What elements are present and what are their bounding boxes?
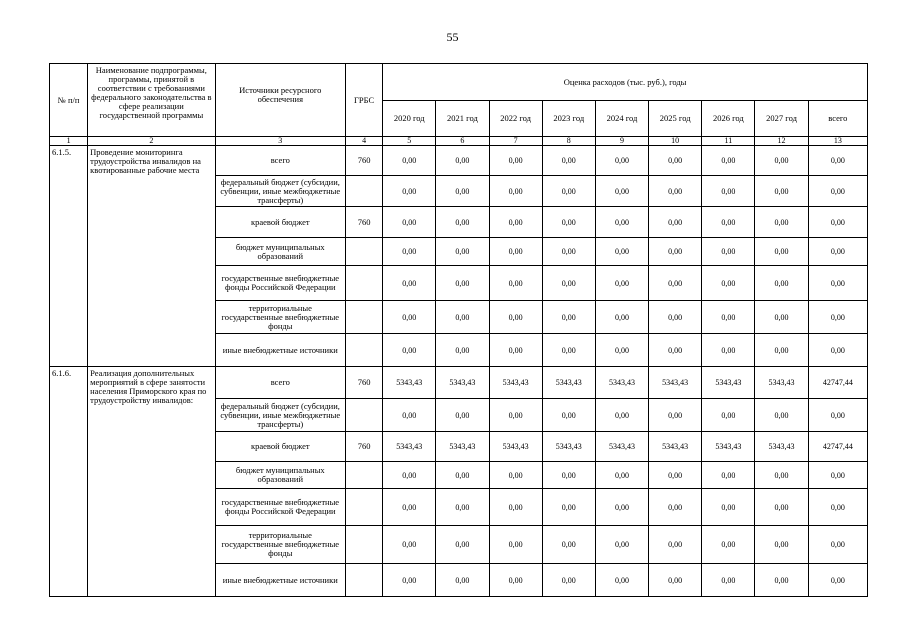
year-value: 0,00 xyxy=(702,301,755,334)
year-value: 0,00 xyxy=(489,489,542,526)
year-value: 0,00 xyxy=(755,176,808,207)
grbs-code xyxy=(346,489,383,526)
measure-name: Проведение мониторинга трудоустройства инвалидов на квотированные рабочие места xyxy=(88,146,215,367)
total-value: 0,00 xyxy=(808,489,867,526)
year-value: 0,00 xyxy=(542,564,595,597)
header-year: 2027 год xyxy=(755,101,808,137)
year-value: 0,00 xyxy=(436,489,489,526)
year-value: 5343,43 xyxy=(489,432,542,462)
grbs-code xyxy=(346,238,383,266)
year-value: 0,00 xyxy=(595,301,648,334)
year-value: 0,00 xyxy=(649,462,702,489)
year-value: 0,00 xyxy=(755,564,808,597)
year-value: 0,00 xyxy=(649,334,702,367)
year-value: 0,00 xyxy=(649,176,702,207)
year-value: 0,00 xyxy=(489,399,542,432)
year-value: 0,00 xyxy=(542,207,595,238)
year-value: 0,00 xyxy=(755,334,808,367)
header-num: № п/п xyxy=(50,64,88,137)
funding-source: федеральный бюджет (субсидии, субвенции, иные межбюджетные трансферты) xyxy=(215,176,345,207)
column-index: 6 xyxy=(436,137,489,146)
year-value: 0,00 xyxy=(702,176,755,207)
year-value: 0,00 xyxy=(542,266,595,301)
year-value: 0,00 xyxy=(383,207,436,238)
year-value: 0,00 xyxy=(489,334,542,367)
funding-source: всего xyxy=(215,367,345,399)
column-index: 11 xyxy=(702,137,755,146)
total-value: 0,00 xyxy=(808,266,867,301)
year-value: 0,00 xyxy=(436,176,489,207)
year-value: 0,00 xyxy=(383,146,436,176)
page-number: 55 xyxy=(446,30,459,44)
total-value: 0,00 xyxy=(808,207,867,238)
year-value: 0,00 xyxy=(383,462,436,489)
total-value: 0,00 xyxy=(808,301,867,334)
year-value: 0,00 xyxy=(702,146,755,176)
year-value: 0,00 xyxy=(755,207,808,238)
year-value: 0,00 xyxy=(542,146,595,176)
year-value: 0,00 xyxy=(702,564,755,597)
header-year: 2024 год xyxy=(595,101,648,137)
year-value: 0,00 xyxy=(702,207,755,238)
year-value: 5343,43 xyxy=(383,367,436,399)
funding-source: государственные внебюджетные фонды Российской Федерации xyxy=(215,266,345,301)
total-value: 0,00 xyxy=(808,146,867,176)
grbs-code xyxy=(346,176,383,207)
year-value: 0,00 xyxy=(436,301,489,334)
total-value: 0,00 xyxy=(808,526,867,564)
year-value: 0,00 xyxy=(702,266,755,301)
year-value: 0,00 xyxy=(755,399,808,432)
year-value: 0,00 xyxy=(649,146,702,176)
funding-source: всего xyxy=(215,146,345,176)
table-body xyxy=(50,146,868,597)
total-value: 0,00 xyxy=(808,334,867,367)
year-value: 5343,43 xyxy=(702,367,755,399)
year-value: 0,00 xyxy=(542,489,595,526)
year-value: 0,00 xyxy=(755,462,808,489)
year-value: 0,00 xyxy=(649,399,702,432)
year-value: 0,00 xyxy=(755,146,808,176)
year-value: 0,00 xyxy=(702,334,755,367)
table-row xyxy=(50,146,868,176)
column-index: 4 xyxy=(346,137,383,146)
grbs-code xyxy=(346,266,383,301)
measure-name: Реализация дополнительных мероприятий в сфере занятости населения Приморского края по трудоустройству инвалидов: xyxy=(88,367,215,597)
year-value: 0,00 xyxy=(755,238,808,266)
year-value: 0,00 xyxy=(542,238,595,266)
year-value: 0,00 xyxy=(436,526,489,564)
year-value: 0,00 xyxy=(595,207,648,238)
grbs-code xyxy=(346,334,383,367)
year-value: 0,00 xyxy=(383,526,436,564)
header-year: 2020 год xyxy=(383,101,436,137)
header-year: 2022 год xyxy=(489,101,542,137)
total-value: 0,00 xyxy=(808,462,867,489)
column-index: 13 xyxy=(808,137,867,146)
column-index: 7 xyxy=(489,137,542,146)
year-value: 0,00 xyxy=(702,489,755,526)
year-value: 0,00 xyxy=(595,238,648,266)
year-value: 5343,43 xyxy=(383,432,436,462)
funding-source: краевой бюджет xyxy=(215,432,345,462)
total-value: 42747,44 xyxy=(808,432,867,462)
column-index: 3 xyxy=(215,137,345,146)
year-value: 0,00 xyxy=(489,462,542,489)
total-value: 0,00 xyxy=(808,564,867,597)
year-value: 0,00 xyxy=(595,526,648,564)
year-value: 0,00 xyxy=(489,146,542,176)
grbs-code: 760 xyxy=(346,207,383,238)
grbs-code xyxy=(346,564,383,597)
header-grbs: ГРБС xyxy=(346,64,383,137)
year-value: 0,00 xyxy=(542,301,595,334)
column-index: 5 xyxy=(383,137,436,146)
year-value: 0,00 xyxy=(755,526,808,564)
year-value: 5343,43 xyxy=(755,367,808,399)
year-value: 0,00 xyxy=(383,176,436,207)
row-number: 6.1.6. xyxy=(50,367,88,597)
year-value: 0,00 xyxy=(383,301,436,334)
year-value: 0,00 xyxy=(649,207,702,238)
funding-source: территориальные государственные внебюджетные фонды xyxy=(215,526,345,564)
year-value: 5343,43 xyxy=(436,367,489,399)
year-value: 0,00 xyxy=(436,146,489,176)
year-value: 0,00 xyxy=(489,526,542,564)
year-value: 0,00 xyxy=(383,334,436,367)
year-value: 0,00 xyxy=(595,399,648,432)
budget-table xyxy=(49,63,868,597)
header-year: 2026 год xyxy=(702,101,755,137)
funding-source: иные внебюджетные источники xyxy=(215,564,345,597)
year-value: 0,00 xyxy=(383,399,436,432)
year-value: 5343,43 xyxy=(436,432,489,462)
year-value: 0,00 xyxy=(489,266,542,301)
year-value: 0,00 xyxy=(595,146,648,176)
year-value: 5343,43 xyxy=(595,367,648,399)
header-sources: Источники ресурсного обеспечения xyxy=(215,64,345,137)
year-value: 0,00 xyxy=(542,176,595,207)
year-value: 0,00 xyxy=(542,462,595,489)
year-value: 0,00 xyxy=(595,176,648,207)
grbs-code: 760 xyxy=(346,432,383,462)
year-value: 0,00 xyxy=(755,301,808,334)
column-index: 12 xyxy=(755,137,808,146)
year-value: 0,00 xyxy=(489,564,542,597)
year-value: 0,00 xyxy=(702,462,755,489)
column-index: 9 xyxy=(595,137,648,146)
column-index: 1 xyxy=(50,137,88,146)
year-value: 0,00 xyxy=(702,238,755,266)
year-value: 0,00 xyxy=(595,489,648,526)
year-value: 5343,43 xyxy=(649,432,702,462)
year-value: 0,00 xyxy=(649,526,702,564)
funding-source: краевой бюджет xyxy=(215,207,345,238)
year-value: 0,00 xyxy=(383,238,436,266)
total-value: 0,00 xyxy=(808,399,867,432)
year-value: 0,00 xyxy=(436,207,489,238)
year-value: 0,00 xyxy=(383,489,436,526)
grbs-code: 760 xyxy=(346,146,383,176)
header-estimate: Оценка расходов (тыс. руб.), годы xyxy=(383,64,868,101)
year-value: 0,00 xyxy=(755,489,808,526)
year-value: 0,00 xyxy=(649,489,702,526)
year-value: 5343,43 xyxy=(702,432,755,462)
year-value: 0,00 xyxy=(436,238,489,266)
grbs-code xyxy=(346,399,383,432)
total-value: 42747,44 xyxy=(808,367,867,399)
column-index: 2 xyxy=(88,137,215,146)
year-value: 0,00 xyxy=(489,238,542,266)
year-value: 5343,43 xyxy=(649,367,702,399)
year-value: 0,00 xyxy=(595,266,648,301)
grbs-code xyxy=(346,301,383,334)
year-value: 0,00 xyxy=(702,526,755,564)
funding-source: бюджет муниципальных образований xyxy=(215,462,345,489)
year-value: 0,00 xyxy=(436,266,489,301)
total-value: 0,00 xyxy=(808,176,867,207)
year-value: 0,00 xyxy=(649,301,702,334)
funding-source: бюджет муниципальных образований xyxy=(215,238,345,266)
funding-source: государственные внебюджетные фонды Российской Федерации xyxy=(215,489,345,526)
header-name: Наименование подпрограммы, программы, принятой в соответствии с требованиями федерального законодательства в сфере реализации государственной программы xyxy=(88,64,215,137)
header-year: 2025 год xyxy=(649,101,702,137)
year-value: 0,00 xyxy=(755,266,808,301)
year-value: 0,00 xyxy=(436,462,489,489)
year-value: 0,00 xyxy=(489,176,542,207)
year-value: 0,00 xyxy=(595,334,648,367)
year-value: 0,00 xyxy=(383,266,436,301)
funding-source: иные внебюджетные источники xyxy=(215,334,345,367)
grbs-code xyxy=(346,526,383,564)
header-year: 2021 год xyxy=(436,101,489,137)
year-value: 0,00 xyxy=(702,399,755,432)
funding-source: территориальные государственные внебюджетные фонды xyxy=(215,301,345,334)
year-value: 0,00 xyxy=(489,207,542,238)
year-value: 0,00 xyxy=(436,399,489,432)
year-value: 0,00 xyxy=(649,564,702,597)
year-value: 0,00 xyxy=(595,564,648,597)
year-value: 0,00 xyxy=(542,399,595,432)
grbs-code: 760 xyxy=(346,367,383,399)
total-value: 0,00 xyxy=(808,238,867,266)
year-value: 0,00 xyxy=(436,564,489,597)
year-value: 0,00 xyxy=(436,334,489,367)
year-value: 0,00 xyxy=(649,266,702,301)
year-value: 0,00 xyxy=(383,564,436,597)
grbs-code xyxy=(346,462,383,489)
row-number: 6.1.5. xyxy=(50,146,88,367)
year-value: 0,00 xyxy=(542,334,595,367)
table-row xyxy=(50,367,868,399)
year-value: 5343,43 xyxy=(542,432,595,462)
year-value: 0,00 xyxy=(595,462,648,489)
column-index: 10 xyxy=(649,137,702,146)
column-index: 8 xyxy=(542,137,595,146)
year-value: 5343,43 xyxy=(542,367,595,399)
funding-source: федеральный бюджет (субсидии, субвенции, иные межбюджетные трансферты) xyxy=(215,399,345,432)
year-value: 0,00 xyxy=(489,301,542,334)
year-value: 5343,43 xyxy=(595,432,648,462)
year-value: 0,00 xyxy=(542,526,595,564)
year-value: 5343,43 xyxy=(755,432,808,462)
header-total: всего xyxy=(808,101,867,137)
header-year: 2023 год xyxy=(542,101,595,137)
year-value: 0,00 xyxy=(649,238,702,266)
year-value: 5343,43 xyxy=(489,367,542,399)
